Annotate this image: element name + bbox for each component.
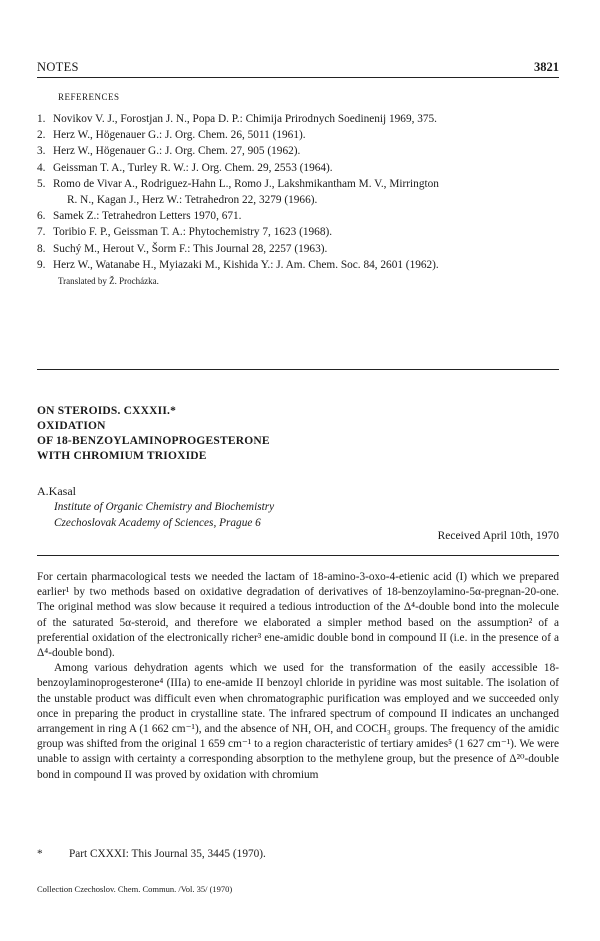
title-line: WITH CHROMIUM TRIOXIDE: [37, 450, 207, 462]
reference-number: 3.: [37, 145, 46, 158]
author-name: A.Kasal: [37, 484, 76, 498]
reference-text: Novikov V. J., Forostjan J. N., Popa D. P.: Chimija Prirodnych Soedinenij 1969, 375.: [53, 113, 438, 125]
abstract-rule: [37, 555, 559, 556]
reference-number: 1.: [37, 113, 46, 125]
reference-number: 9.: [37, 258, 46, 271]
reference-number: 6.: [37, 210, 46, 223]
reference-number: 2.: [37, 129, 46, 142]
title-line: OF 18-BENZOYLAMINOPROGESTERONE: [37, 435, 270, 447]
reference-item: [37, 241, 559, 257]
section-divider: [37, 369, 559, 370]
reference-item: [37, 224, 559, 240]
header-rule: [37, 77, 559, 78]
body-paragraph: For certain pharmacological tests we needed the lactam of 18-amino-3-oxo-4-etienic acid (I) which we prepared earlier¹ by two methods based on oxidative degradation of derivatives of 18-benzoylamino-5α-pregnan-20-one. The original method was slow because it required a tedious introduction of the Δ⁴-double bond into the molecule of the saturated 5α-steroid, and therefore we elaborated a simpler method based on the assumption² of a preferential oxidation of the electronically richer³ ene-amidic double bond in compound II (i.e. in the presence of a Δ⁴-double bond).: [37, 571, 559, 660]
reference-text: Herz W., Högenauer G.: J. Org. Chem. 27, 905 (1962).: [53, 145, 301, 158]
reference-item: [37, 127, 559, 143]
title-line: ON STEROIDS. CXXXII.*: [37, 405, 177, 417]
page-number: 3821: [534, 60, 559, 74]
footnote-text: Part CXXXI: This Journal 35, 3445 (1970).: [69, 848, 266, 860]
footnote-mark: *: [37, 848, 43, 860]
affiliation-line: Czechoslovak Academy of Sciences, Prague 6: [54, 517, 261, 529]
reference-item: [37, 143, 559, 159]
reference-number: 4.: [37, 161, 46, 174]
reference-text: Herz W., Högenauer G.: J. Org. Chem. 26, 5011 (1961).: [53, 129, 306, 142]
reference-item: [37, 160, 559, 176]
reference-item: [37, 176, 559, 208]
reference-item: [37, 257, 559, 273]
reference-number: 8.: [37, 242, 46, 255]
reference-text: Romo de Vivar A., Rodriguez-Hahn L., Romo J., Lakshmikantham M. V., Mirrington: [53, 177, 439, 190]
affiliation-line: Institute of Organic Chemistry and Biochemistry: [54, 501, 275, 513]
journal-footer: Collection Czechoslov. Chem. Commun. /Vol. 35/ (1970): [37, 884, 233, 894]
reference-number: 5.: [37, 177, 46, 190]
reference-text: Toribio F. P., Geissman T. A.: Phytochemistry 7, 1623 (1968).: [53, 226, 333, 239]
references-heading: REFERENCES: [58, 92, 120, 102]
section-name: NOTES: [37, 60, 79, 74]
reference-text: Geissman T. A., Turley R. W.: J. Org. Chem. 29, 2553 (1964).: [53, 161, 333, 174]
reference-item: [37, 208, 559, 224]
reference-text: Herz W., Watanabe H., Myiazaki M., Kishida Y.: J. Am. Chem. Soc. 84, 2601 (1962).: [53, 258, 439, 271]
title-line: OXIDATION: [37, 420, 106, 432]
author-affiliation: [54, 499, 274, 531]
translator-credit: Translated by Ž. Procházka.: [58, 276, 159, 286]
references-list: [37, 111, 559, 273]
reference-number: 7.: [37, 226, 46, 239]
article-body: [37, 570, 559, 783]
article-title: [37, 404, 270, 464]
reference-text: Samek Z.: Tetrahedron Letters 1970, 671.: [53, 210, 242, 223]
reference-text: Suchý M., Herout V., Šorm F.: This Journal 28, 2257 (1963).: [53, 242, 328, 255]
body-paragraph: Among various dehydration agents which we used for the transformation of the easily accessible 18-benzoylaminoprogesterone⁴ (IIIa) to ene-amide II benzoyl chloride in pyridine was most suitable. The isolation of the unstable product was difficult even when chromatographic purification was employed and we succeeded only once in preparing the product in crystalline state. The infrared spectrum of compound II indicates an unchanged arrangement in ring A (1 662 cm⁻¹), and the absence of NH, OH, and COCH₃ groups. The frequency of the amidic group was shifted from the original 1 659 cm⁻¹ to a region characteristic of tertiary amides⁵ (1 627 cm⁻¹). We were unable to assign with certainty a corresponding absorption to the methylene group, but the presence of Δ²⁰-double bond in compound II was proved by oxidation with chromium: [37, 662, 559, 781]
reference-item: [37, 111, 559, 127]
running-header: [37, 60, 559, 76]
reference-text-continued: R. N., Kagan J., Herz W.: Tetrahedron 22, 3279 (1966).: [67, 194, 318, 207]
received-date: Received April 10th, 1970: [437, 530, 559, 542]
